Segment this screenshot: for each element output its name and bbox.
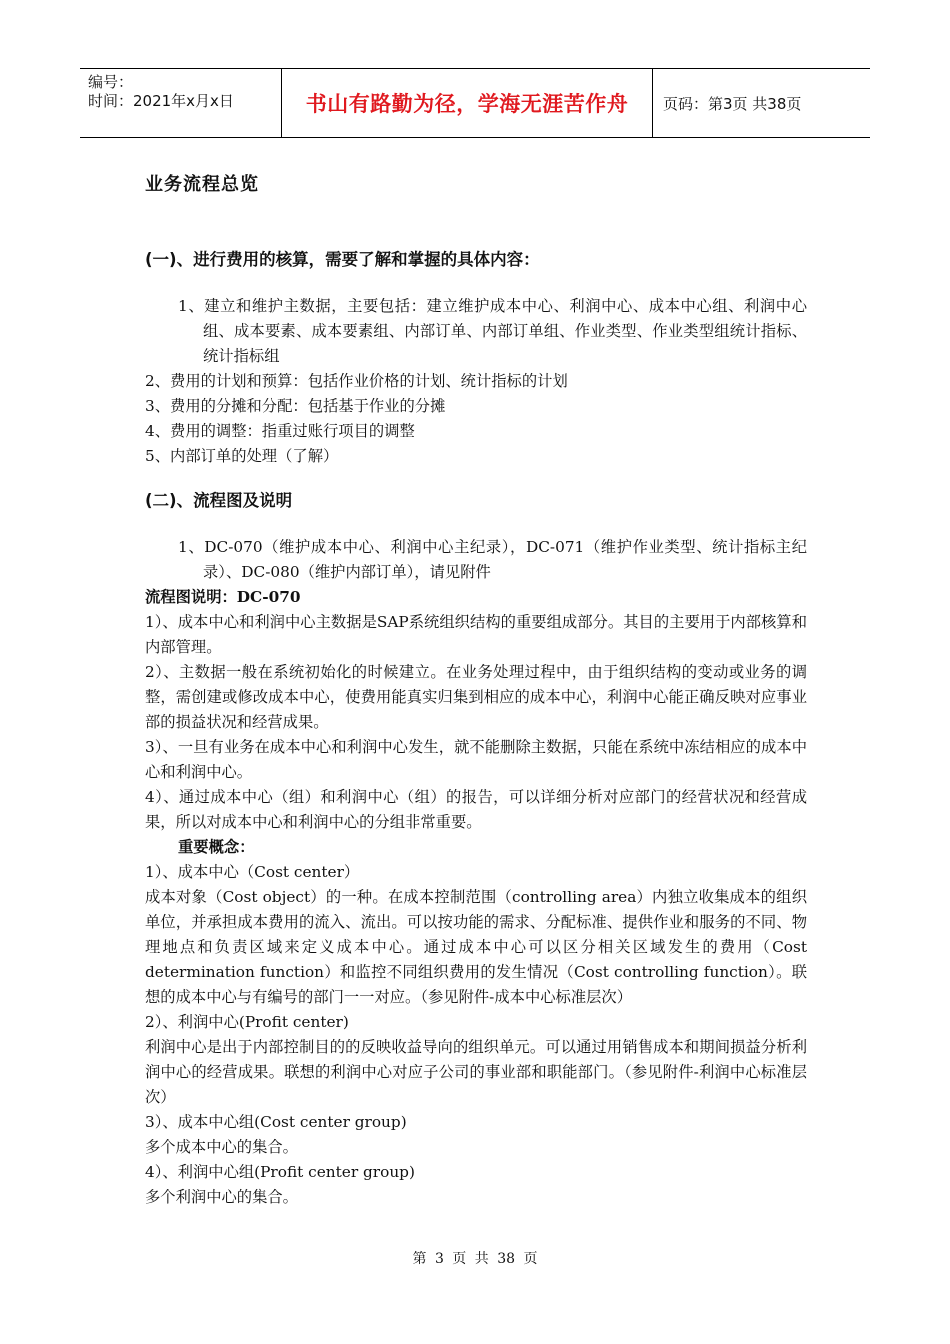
concept-desc-3: 多个成本中心的集合。 bbox=[145, 1138, 298, 1156]
concept-term-2: 2）、利润中心(Profit center) bbox=[145, 1013, 349, 1031]
concept-desc-2: 利润中心是出于内部控制目的的反映收益导向的组织单元。可以通过用销售成本和期间损益分析利润中心的经营成果。联想的利润中心对应子公司的事业部和职能部门。（参见附件-利润中心标准层次） bbox=[145, 1038, 807, 1106]
concepts-heading: 重要概念： bbox=[178, 838, 255, 856]
concept-term-1: 1）、成本中心（Cost center） bbox=[145, 863, 360, 881]
document-date: 时间：2021年x月x日 bbox=[88, 92, 234, 110]
flow-paragraph-3: 3）、一旦有业务在成本中心和利润中心发生，就不能删除主数据，只能在系统中冻结相应的成本中心和利润中心。 bbox=[145, 738, 807, 781]
section1-item-4: 4、费用的调整：指重过账行项目的调整 bbox=[145, 422, 415, 440]
section1-item-2: 2、费用的计划和预算：包括作业价格的计划、统计指标的计划 bbox=[145, 372, 568, 390]
concept-term-4: 4）、利润中心组(Profit center group) bbox=[145, 1163, 415, 1181]
section1-item-1: 1、建立和维护主数据，主要包括：建立维护成本中心、利润中心、成本中心组、利润中心组、成本要素、成本要素组、内部订单、内部订单组、作业类型、作业类型组统计指标、统计指标组 bbox=[178, 297, 807, 365]
section1-heading: (一)、进行费用的核算，需要了解和掌握的具体内容： bbox=[145, 250, 540, 269]
concept-desc-4: 多个利润中心的集合。 bbox=[145, 1188, 298, 1206]
page-title: 业务流程总览 bbox=[145, 174, 259, 195]
concept-desc-1: 成本对象（Cost object）的一种。在成本控制范围（controlling area）内独立收集成本的组织单位，并承担成本费用的流入、流出。可以按功能的需求、分配标准、提供作业和服务的不同、物理地点和负责区域来定义成本中心。通过成本中心可以区分相关区域发生的费用（Cost determination function）和监控不同组织费用的发生情况（Cost controlling function）。联想的成本中心与有编号的部门一一对应。（参见附件-成本中心标准层次） bbox=[145, 888, 807, 1006]
section2-item-1: 1、DC-070（维护成本中心、利润中心主纪录），DC-071（维护作业类型、统计指标主纪录）、DC-080（维护内部订单），请见附件 bbox=[178, 538, 807, 581]
page-footer: 第 3 页 共 38 页 bbox=[412, 1251, 538, 1267]
document-body bbox=[145, 170, 807, 1210]
concept-term-3: 3）、成本中心组(Cost center group) bbox=[145, 1113, 407, 1131]
section1-item-5: 5、内部订单的处理（了解） bbox=[145, 447, 339, 465]
section2-heading: (二)、流程图及说明 bbox=[145, 491, 293, 510]
page-header bbox=[80, 68, 870, 138]
section1-item-3: 3、费用的分摊和分配：包括基于作业的分摊 bbox=[145, 397, 446, 415]
flow-paragraph-2: 2）、主数据一般在系统初始化的时候建立。在业务处理过程中，由于组织结构的变动或业务的调整，需创建或修改成本中心，使费用能真实归集到相应的成本中心，利润中心能正确反映对应事业部的损益状况和经营成果。 bbox=[145, 663, 807, 731]
flow-paragraph-4: 4）、通过成本中心（组）和利润中心（组）的报告，可以详细分析对应部门的经营状况和经营成果，所以对成本中心和利润中心的分组非常重要。 bbox=[145, 788, 807, 831]
flowchart-label: 流程图说明：DC-070 bbox=[145, 588, 301, 606]
header-meta bbox=[80, 69, 282, 137]
header-motto: 书山有路勤为径，学海无涯苦作舟 bbox=[282, 69, 653, 137]
header-page-info: 页码：第3页 共38页 bbox=[663, 94, 802, 113]
document-number-label: 编号： bbox=[88, 73, 134, 91]
flow-paragraph-1: 1）、成本中心和利润中心主数据是SAP系统组织结构的重要组成部分。其目的主要用于内部核算和内部管理。 bbox=[145, 613, 807, 656]
